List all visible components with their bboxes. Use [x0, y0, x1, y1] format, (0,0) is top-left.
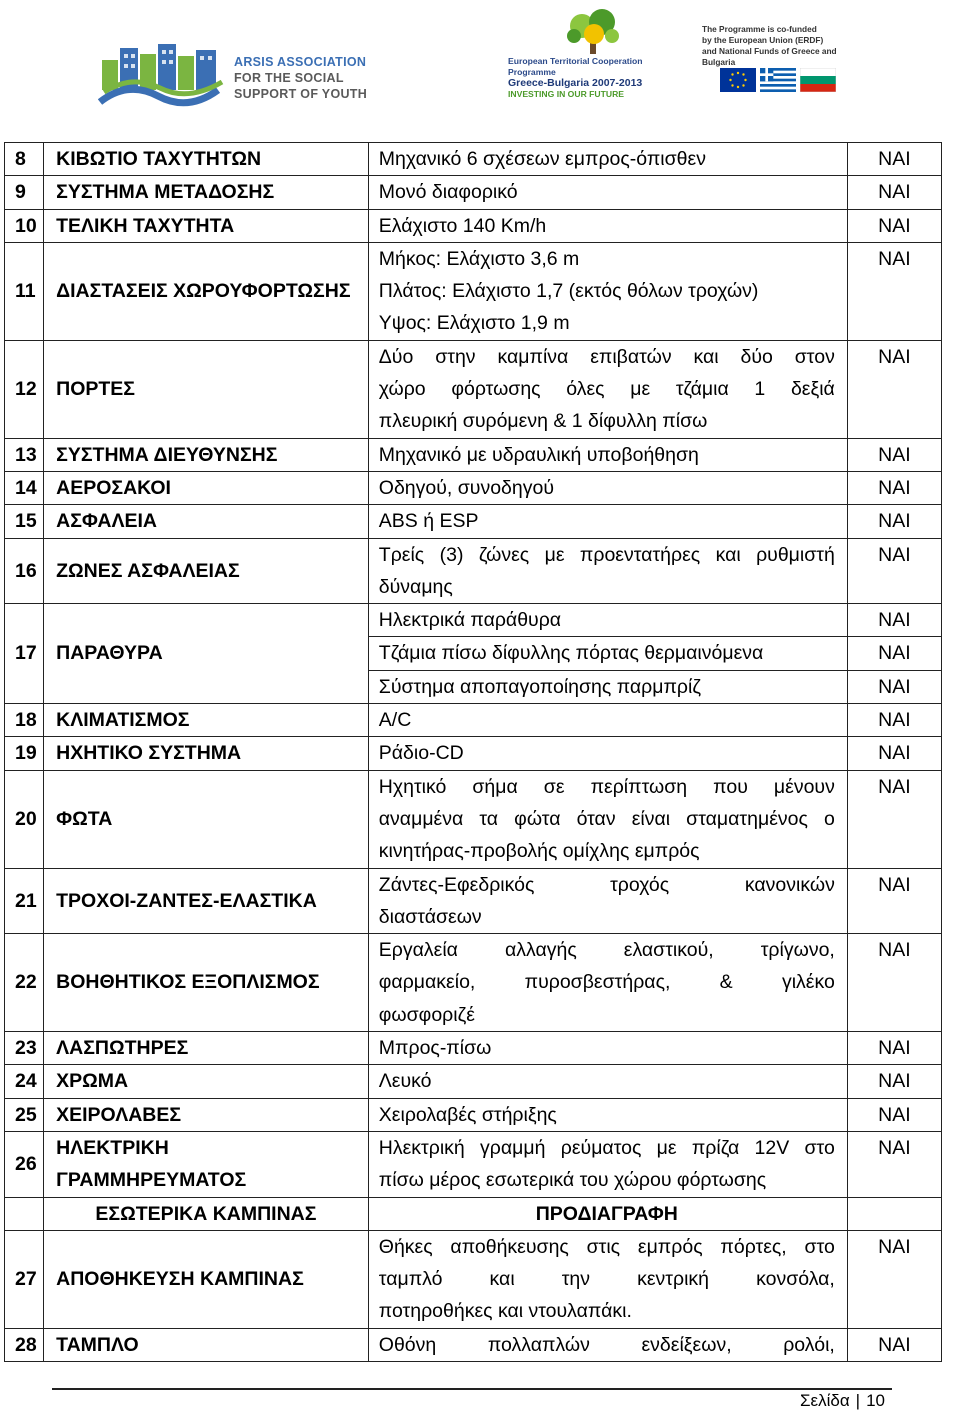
table-row — [5, 340, 942, 438]
text-line: ΡΕΥΜΑΤΟΣ — [140, 1169, 247, 1192]
row-number: 14 — [5, 471, 44, 504]
text-line: ΚΛΙΜΑΤΙΣΜΟΣ — [56, 709, 190, 732]
item-description — [368, 242, 847, 340]
row-number: 17 — [5, 604, 44, 704]
item-name — [44, 1131, 369, 1197]
item-name — [44, 737, 369, 770]
page-number: 10 — [866, 1391, 885, 1410]
page-footer: Σελίδα | 10 — [800, 1391, 885, 1410]
text-line: Ηλεκτρική γραμμή ρεύματος με πρίζα 12V στο — [378, 1136, 835, 1159]
item-description — [368, 505, 847, 538]
text-line: Δύο στην καμπίνα επιβατών και δύο στον — [378, 345, 835, 368]
row-number: 16 — [5, 538, 44, 604]
text-line: ΛΑΣΠΩΤΗΡΕΣ — [56, 1037, 189, 1060]
item-description — [368, 737, 847, 770]
bulgaria-flag-icon — [800, 68, 836, 92]
item-name — [44, 176, 369, 209]
item-name — [44, 1230, 369, 1328]
etc-programme-name: European Territorial Cooperation Programme Greece-Bulgaria 2007-2013 INVESTING IN OUR FUTURE — [508, 56, 643, 99]
row-number: 28 — [5, 1328, 44, 1361]
text-line: ΣΥΣΤΗΜΑ ΜΕΤΑΔΟΣΗΣ — [56, 181, 275, 204]
text-line: φωσφοριζέ — [378, 1003, 475, 1026]
compliance-value: ΝΑΙ — [847, 1098, 941, 1131]
text-line: ΒΟΗΘΗΤΙΚΟΣ ΕΞΟΠΛΙΣΜΟΣ — [56, 971, 320, 994]
compliance-value: ΝΑΙ — [847, 340, 941, 438]
item-description — [368, 868, 847, 934]
text-line: Ράδιο-CD — [378, 742, 464, 765]
item-name: ΠΑΡΑΘΥΡΑ — [44, 604, 369, 704]
compliance-value: ΝΑΙ — [847, 438, 941, 471]
text-line: Πλάτος: Ελάχιστο 1,7 (εκτός θόλων τροχών) — [378, 280, 759, 303]
etc-programme-logo — [508, 8, 678, 108]
item-description — [368, 209, 847, 242]
text-line: Μονό διαφορικό — [378, 181, 518, 204]
item-name — [44, 1098, 369, 1131]
table-row — [5, 505, 942, 538]
item-description — [368, 1098, 847, 1131]
text-line: Μηχανικό 6 σχέσεων εμπρος-όπισθεν — [378, 148, 706, 170]
compliance-value: ΝΑΙ — [847, 604, 941, 637]
item-name — [44, 1032, 369, 1065]
text-line: Θήκες αποθήκευσης στις εμπρός πόρτες, στο — [378, 1235, 835, 1258]
text-line: φαρμακείο, πυροσβεστήρας, & γιλέκο — [378, 971, 835, 994]
item-description — [368, 934, 847, 1032]
item-description — [368, 143, 847, 176]
text-line: ΤΡΟΧΟΙ-ΖΑΝΤΕΣ-ΕΛΑΣΤΙΚΑ — [56, 889, 317, 912]
table-row — [5, 1032, 942, 1065]
text-line: Μπρος-πίσω — [378, 1037, 492, 1060]
text-line: ΠΟΡΤΕΣ — [56, 378, 136, 401]
row-number: 19 — [5, 737, 44, 770]
item-name — [44, 1065, 369, 1098]
text-line: ΔΙΑΣΤΑΣΕΙΣ ΧΩΡΟΥ — [56, 280, 242, 303]
eu-cofunding-logo — [702, 24, 872, 104]
compliance-value: ΝΑΙ — [847, 1065, 941, 1098]
footer-divider — [52, 1388, 892, 1390]
footer-label: Σελίδα — [800, 1391, 850, 1410]
text-line: ταμπλό και την κεντρική κονσόλα, — [378, 1268, 835, 1291]
item-description — [368, 471, 847, 504]
row-number: 22 — [5, 934, 44, 1032]
table-row — [5, 1131, 942, 1197]
text-line: ΑΕΡΟΣΑΚΟΙ — [56, 476, 171, 499]
text-line: διαστάσεων — [378, 905, 482, 928]
row-number: 24 — [5, 1065, 44, 1098]
text-line: Οδηγού, συνοδηγού — [378, 476, 554, 499]
item-name — [44, 471, 369, 504]
arsis-buildings-icon — [98, 40, 228, 110]
row-number: 23 — [5, 1032, 44, 1065]
table-row — [5, 737, 942, 770]
row-number: 25 — [5, 1098, 44, 1131]
item-description — [368, 1032, 847, 1065]
table-row — [5, 1230, 942, 1328]
text-line: Οθόνη πολλαπλών ενδείξεων, ρολόι, — [378, 1333, 835, 1356]
page-header — [0, 0, 960, 120]
row-number: 11 — [5, 242, 44, 340]
compliance-value: ΝΑΙ — [847, 770, 941, 868]
item-description: Ηλεκτρικά παράθυρα — [368, 604, 847, 637]
item-description — [368, 538, 847, 604]
section-header-row — [5, 1197, 942, 1230]
text-line: Χειρολαβές στήριξης — [378, 1103, 557, 1126]
compliance-value: ΝΑΙ — [847, 1131, 941, 1197]
item-description — [368, 340, 847, 438]
row-number: 26 — [5, 1131, 44, 1197]
compliance-value: ΝΑΙ — [847, 637, 941, 670]
eu-cofunding-text: The Programme is co-funded by the European Union (ERDF) and National Funds of Greece and Bulgaria — [702, 24, 837, 67]
item-name — [44, 704, 369, 737]
compliance-value: ΝΑΙ — [847, 737, 941, 770]
row-number: 12 — [5, 340, 44, 438]
item-name — [44, 143, 369, 176]
text-line: ΦΟΡΤΩΣΗΣ — [241, 280, 351, 303]
table-row — [5, 1328, 942, 1361]
text-line: δύναμης — [378, 575, 453, 598]
text-line: ΤΑΜΠΛΟ — [56, 1333, 139, 1356]
text-line: Τρείς (3) ζώνες με προεντατήρες και ρυθμιστή — [378, 543, 835, 566]
text-line: ΧΕΙΡΟΛΑΒΕΣ — [56, 1103, 182, 1126]
text-line: ΗΧΗΤΙΚΟ ΣΥΣΤΗΜΑ — [56, 742, 242, 765]
text-line: πίσω μέρος εσωτερικά του χώρου φόρτωσης — [378, 1169, 767, 1192]
text-line: Μηχανικό με υδραυλική υποβοήθηση — [378, 443, 699, 466]
compliance-value: ΝΑΙ — [847, 934, 941, 1032]
table-row — [5, 770, 942, 868]
row-number: 20 — [5, 770, 44, 868]
item-description — [368, 438, 847, 471]
arsis-name: ARSIS ASSOCIATION FOR THE SOCIAL SUPPORT OF YOUTH — [234, 55, 368, 101]
item-description: Τζάμια πίσω δίφυλλης πόρτας θερμαινόμενα — [368, 637, 847, 670]
table-row — [5, 1065, 942, 1098]
item-name — [44, 505, 369, 538]
text-line: Λευκό — [378, 1070, 432, 1093]
text-line: αναμμένα τα φώτα όταν είναι σταματημένος ο — [378, 807, 835, 830]
table-row — [5, 868, 942, 934]
arsis-logo — [98, 40, 368, 110]
text-line: A/C — [378, 709, 412, 732]
text-line: ΑΣΦΑΛΕΙΑ — [56, 510, 157, 533]
compliance-value: ΝΑΙ — [847, 538, 941, 604]
item-description — [368, 1230, 847, 1328]
compliance-value: ΝΑΙ — [847, 242, 941, 340]
text-line: ΑΠΟΘΗΚΕΥΣΗ ΚΑΜΠΙΝΑΣ — [56, 1268, 304, 1291]
table-row — [5, 704, 942, 737]
item-description — [368, 704, 847, 737]
table-row — [5, 1098, 942, 1131]
text-line: κινητήρας-προβολής ομίχλης εμπρός — [378, 840, 700, 863]
item-name — [44, 538, 369, 604]
item-name — [44, 934, 369, 1032]
compliance-value: ΝΑΙ — [847, 704, 941, 737]
item-description — [368, 1131, 847, 1197]
compliance-value: ΝΑΙ — [847, 143, 941, 176]
compliance-value: ΝΑΙ — [847, 176, 941, 209]
compliance-value: ΝΑΙ — [847, 471, 941, 504]
table-row — [5, 604, 942, 637]
compliance-value: ΝΑΙ — [847, 209, 941, 242]
text-line: ΤΕΛΙΚΗ ΤΑΧΥΤΗΤΑ — [56, 214, 235, 237]
tree-icon — [508, 8, 678, 58]
text-line: Μήκος: Ελάχιστο 3,6 m — [378, 247, 580, 270]
text-line: ΦΩΤΑ — [56, 807, 113, 830]
eu-flag-icon — [720, 68, 756, 92]
text-line: χώρο φόρτωσης όλες με τζάμια 1 δεξιά — [378, 378, 835, 401]
compliance-value: ΝΑΙ — [847, 868, 941, 934]
text-line: Ελάχιστο 140 Km/h — [378, 214, 547, 237]
table-row — [5, 438, 942, 471]
item-description — [368, 1065, 847, 1098]
specification-table — [4, 142, 942, 1362]
item-name — [44, 1328, 369, 1361]
row-number: 13 — [5, 438, 44, 471]
text-line: ΗΛΕΚΤΡΙΚΗ ΓΡΑΜΜΗ — [56, 1136, 169, 1192]
row-number: 27 — [5, 1230, 44, 1328]
text-line: Εργαλεία αλλαγής ελαστικού, τρίγωνο, — [378, 939, 835, 962]
row-number: 21 — [5, 868, 44, 934]
text-line: ΧΡΩΜΑ — [56, 1070, 129, 1093]
empty-cell — [5, 1197, 44, 1230]
text-line: ΖΩΝΕΣ ΑΣΦΑΛΕΙΑΣ — [56, 559, 240, 582]
item-description — [368, 1328, 847, 1361]
table-row — [5, 471, 942, 504]
text-line: Υψος: Ελάχιστο 1,9 m — [378, 312, 570, 335]
text-line: ΚΙΒΩΤΙΟ ΤΑΧΥΤΗΤΩΝ — [56, 148, 262, 170]
compliance-value: ΝΑΙ — [847, 1328, 941, 1361]
text-line: ποτηροθήκες και ντουλαπάκι. — [378, 1300, 632, 1323]
item-name — [44, 209, 369, 242]
row-number: 9 — [5, 176, 44, 209]
item-description — [368, 176, 847, 209]
table-row — [5, 538, 942, 604]
compliance-value: ΝΑΙ — [847, 1230, 941, 1328]
text-line: πλευρική συρόμενη & 1 δίφυλλη πίσω — [378, 410, 708, 433]
row-number: 8 — [5, 143, 44, 176]
row-number: 10 — [5, 209, 44, 242]
greece-flag-icon — [760, 68, 796, 92]
text-line: ΣΥΣΤΗΜΑ ΔΙΕΥΘΥΝΣΗΣ — [56, 443, 278, 466]
section-title: ΕΣΩΤΕΡΙΚΑ ΚΑΜΠΙΝΑΣ — [44, 1197, 369, 1230]
item-name — [44, 868, 369, 934]
text-line: Ζάντες-Εφεδρικός τροχός κανονικών — [378, 873, 835, 896]
item-name — [44, 340, 369, 438]
text-line: ABS ή ESP — [378, 510, 479, 533]
item-name — [44, 242, 369, 340]
compliance-value: ΝΑΙ — [847, 670, 941, 703]
table-row — [5, 143, 942, 176]
row-number: 15 — [5, 505, 44, 538]
text-line: Ηχητικό σήμα σε περίπτωση που μένουν — [378, 775, 835, 798]
table-row — [5, 242, 942, 340]
table-row — [5, 934, 942, 1032]
table-row — [5, 209, 942, 242]
item-description — [368, 770, 847, 868]
item-name — [44, 438, 369, 471]
section-spec-header: ΠΡΟΔΙΑΓΡΑΦΗ — [368, 1197, 847, 1230]
compliance-value: ΝΑΙ — [847, 1032, 941, 1065]
compliance-value: ΝΑΙ — [847, 505, 941, 538]
empty-cell — [847, 1197, 941, 1230]
table-row — [5, 176, 942, 209]
item-name — [44, 770, 369, 868]
item-description: Σύστημα αποπαγοποίησης παρμπρίζ — [368, 670, 847, 703]
row-number: 18 — [5, 704, 44, 737]
